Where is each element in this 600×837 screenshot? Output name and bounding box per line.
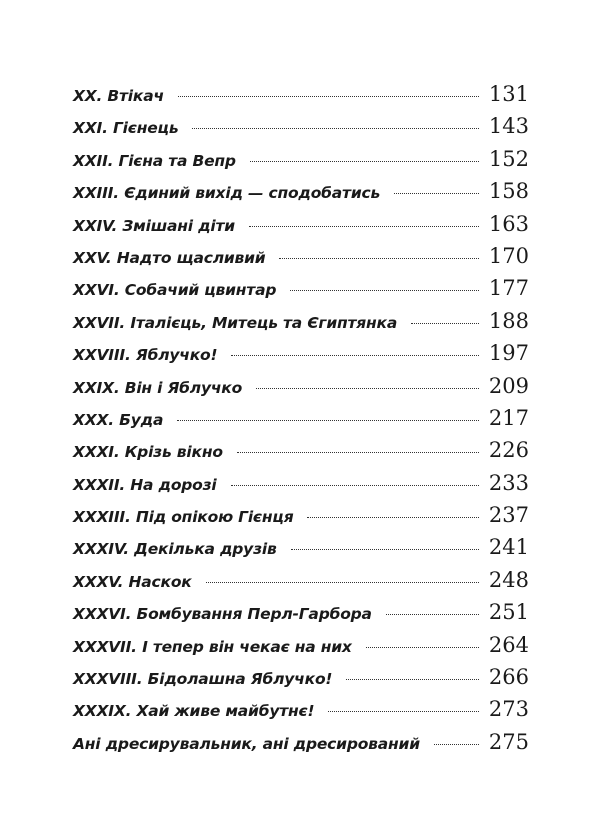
toc-dot-leader (366, 647, 479, 648)
toc-page-number: 152 (488, 146, 529, 171)
toc-dot-leader (394, 193, 479, 194)
toc-entry-title: XXXVI. Бомбування Перл-Гарбора (73, 605, 372, 624)
toc-page-number: 170 (488, 243, 529, 268)
toc-dot-leader (307, 517, 478, 518)
table-of-contents (73, 78, 529, 758)
toc-entry-title: XXIV. Змішані діти (73, 216, 235, 235)
toc-entry-title: XXXII. На дорозі (73, 475, 217, 494)
toc-entry-title: XXIX. Він і Яблучко (73, 378, 243, 397)
toc-dot-leader (178, 96, 479, 97)
toc-entry-title: XXX. Буда (73, 410, 164, 429)
toc-dot-leader (328, 711, 479, 712)
toc-entry (73, 499, 529, 531)
toc-entry-title: Ані дресирувальник, ані дресирований (73, 734, 420, 753)
toc-entry-title: XXVII. Італієць, Митець та Єгиптянка (73, 313, 398, 332)
toc-dot-leader (291, 549, 479, 550)
toc-dot-leader (206, 582, 479, 583)
toc-entry-title: XXII. Гієна та Вепр (73, 151, 236, 170)
toc-entry (73, 661, 529, 693)
toc-page-number: 163 (488, 211, 529, 236)
toc-dot-leader (192, 128, 478, 129)
toc-dot-leader (434, 744, 479, 745)
toc-entry (73, 564, 529, 596)
toc-page-number: 241 (488, 535, 529, 560)
toc-dot-leader (250, 161, 479, 162)
toc-page-number: 143 (488, 114, 529, 139)
toc-entry-title: XXXI. Крізь вікно (73, 443, 223, 462)
toc-entry-title: XXXVIII. Бідолашна Яблучко! (73, 670, 333, 689)
toc-entry-title: XXXVII. І тепер він чекає на них (73, 637, 352, 656)
toc-page-number: 158 (488, 179, 529, 204)
toc-entry-title: XX. Втікач (73, 87, 164, 105)
toc-entry (73, 531, 529, 563)
toc-entry (73, 143, 529, 175)
toc-entry (73, 175, 529, 207)
toc-entry (73, 240, 529, 272)
toc-page-number: 188 (488, 308, 529, 333)
toc-dot-leader (231, 485, 479, 486)
toc-page-number: 131 (488, 82, 529, 106)
toc-dot-leader (386, 614, 479, 615)
toc-entry (73, 402, 529, 434)
toc-entry (73, 693, 529, 725)
toc-entry-title: XXV. Надто щасливий (73, 248, 266, 267)
toc-page-number: 177 (488, 276, 529, 301)
toc-entry-title: XXVIII. Яблучко! (73, 346, 218, 365)
toc-entry (73, 629, 529, 661)
toc-page-number: 251 (488, 600, 529, 625)
toc-page-number: 273 (488, 697, 529, 722)
toc-entry-title: XXVI. Собачий цвинтар (73, 281, 277, 300)
toc-entry-title: XXIII. Єдиний вихід — сподобатись (73, 184, 381, 203)
toc-page-number: 275 (488, 729, 529, 754)
toc-entry (73, 110, 529, 142)
toc-entry (73, 272, 529, 304)
toc-dot-leader (249, 226, 479, 227)
toc-page-number: 233 (488, 470, 529, 495)
toc-entry-title: XXI. Гієнець (73, 119, 179, 138)
toc-dot-leader (177, 420, 479, 421)
toc-page-number: 266 (488, 665, 529, 690)
toc-page-number: 264 (488, 632, 529, 657)
toc-entry (73, 337, 529, 369)
toc-entry (73, 467, 529, 499)
toc-dot-leader (256, 388, 479, 389)
toc-dot-leader (411, 323, 479, 324)
toc-entry (73, 78, 529, 110)
toc-entry-title: XXXIX. Хай живе майбутнє! (73, 702, 315, 721)
toc-entry (73, 726, 529, 758)
toc-page-number: 237 (488, 503, 529, 528)
toc-page-number: 226 (488, 438, 529, 463)
toc-entry-title: XXXIII. Під опікою Гієнця (73, 508, 294, 527)
toc-page-number: 248 (488, 567, 529, 592)
toc-page-number: 209 (488, 373, 529, 398)
toc-dot-leader (231, 355, 479, 356)
toc-entry (73, 370, 529, 402)
toc-page-number: 217 (488, 405, 529, 430)
toc-dot-leader (237, 452, 479, 453)
toc-dot-leader (290, 290, 479, 291)
toc-dot-leader (346, 679, 479, 680)
toc-entry-title: XXXV. Наскок (73, 572, 192, 591)
toc-entry-title: XXXIV. Декілька друзів (73, 540, 277, 559)
toc-entry (73, 208, 529, 240)
toc-page-number: 197 (488, 341, 529, 366)
toc-entry (73, 305, 529, 337)
toc-entry (73, 596, 529, 628)
toc-dot-leader (279, 258, 478, 259)
toc-entry (73, 434, 529, 466)
